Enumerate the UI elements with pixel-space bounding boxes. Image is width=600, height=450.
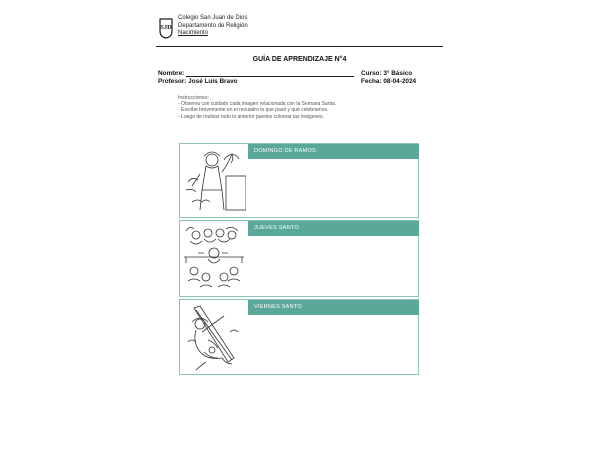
nombre-label: Nombre: (158, 70, 185, 77)
card-jueves-santo (179, 220, 419, 297)
department-name: Departamento de Religión (178, 22, 248, 29)
school-location: Nacimiento (178, 30, 209, 36)
card-domingo-de-ramos (179, 143, 419, 218)
instruction-item: - Luego de realizar todo lo anterior puedes colorear las imágenes. (178, 113, 324, 120)
instruction-item: - Observa con cuidado cada imagen relacionada con la Semana Santa. (178, 101, 337, 108)
school-name: Colegio San Juan de Dios (178, 15, 248, 21)
card-title: JUEVES SANTO (248, 221, 419, 236)
instructions (178, 95, 336, 120)
fecha-text: Fecha: 08-04-2024 (361, 78, 417, 85)
nombre-field-line[interactable] (186, 76, 354, 77)
page-title: GUÍA DE APRENDIZAJE N°4 (252, 56, 347, 63)
card-title: VIERNES SANTO (248, 300, 419, 315)
profesor-text: Profesor: José Luis Bravo (158, 78, 238, 85)
palm-sunday-illustration (182, 146, 246, 214)
header-divider (156, 46, 443, 47)
school-logo (158, 17, 174, 39)
school-name-block (178, 15, 248, 38)
instructions-heading: Instrucciones: (178, 95, 209, 101)
card-title: DOMINGO DE RAMOS (248, 144, 419, 159)
card-viernes-santo (179, 299, 419, 375)
instruction-item: - Escribe brevemente en el recuadro lo que pasó y qué celebramos. (178, 107, 329, 114)
last-supper-illustration (182, 223, 246, 293)
curso-text: Curso: 3° Básico (361, 70, 413, 77)
cross-carrying-illustration (182, 302, 246, 372)
svg-text:SJD: SJD (160, 24, 172, 31)
